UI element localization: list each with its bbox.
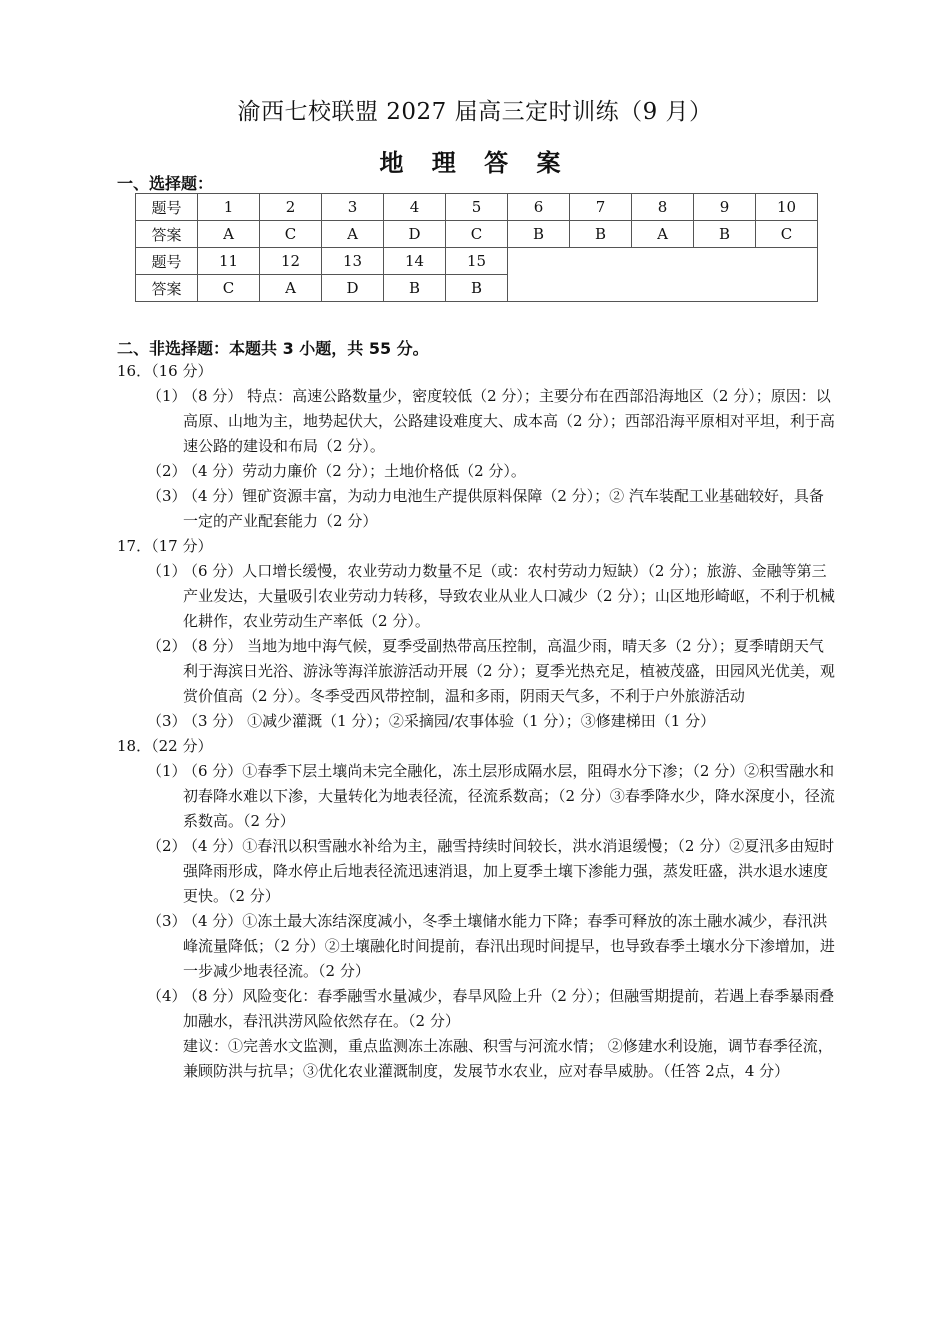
- part-text: （6 分）①春季下层土壤尚未完全融化，冻土层形成隔水层，阻碍水分下渗；（2 分）②积雪融水和初春降水难以下渗，大量转化为地表径流，径流系数高；（2 分）③春季降水少，降水深度小，径流系数高。（2 分）: [183, 762, 835, 830]
- answer-cell: B: [694, 221, 756, 248]
- question-17-part-2: [117, 634, 837, 709]
- document-title: 渝西七校联盟 2027 届高三定时训练（9 月）: [237, 99, 713, 125]
- part-text: （8 分） 当地为地中海气候，夏季受副热带高压控制，高温少雨，晴天多（2 分）；夏季晴朗天气利于海滨日光浴、游泳等海洋旅游活动开展（2 分）；夏季光热充足，植被茂盛，田园风光优美，观赏价值高（2 分）。冬季受西风带控制，温和多雨，阴雨天气多，不利于户外旅游活动: [183, 637, 835, 705]
- part-number: （3）: [147, 912, 187, 930]
- question-17-part-3: [117, 709, 837, 734]
- question-number: 11: [198, 248, 260, 275]
- question-number: 3: [322, 194, 384, 221]
- question-number: 2: [260, 194, 322, 221]
- answer-cell: A: [260, 275, 322, 302]
- answer-cell: C: [756, 221, 818, 248]
- answer-cell: C: [198, 275, 260, 302]
- row-label: 题号: [136, 248, 198, 275]
- part-number: （3）: [147, 487, 187, 505]
- part-number: （2）: [147, 462, 187, 480]
- question-number: 15: [446, 248, 508, 275]
- question-18-suggestion: 建议：①完善水文监测，重点监测冻土冻融、积雪与河流水情； ②修建水利设施，调节春季径流，兼顾防洪与抗旱；③优化农业灌溉制度，发展节水农业，应对春旱威胁。（任答 2点，4 分）: [183, 1037, 833, 1080]
- question-18-part-1: [117, 759, 837, 834]
- question-17-header: 17．（17 分）: [117, 537, 213, 555]
- part-text: （8 分） 特点：高速公路数量少，密度较低（2 分）；主要分布在西部沿海地区（2 分）；原因：以高原、山地为主，地势起伏大，公路建设难度大、成本高（2 分）；西部沿海平原相对平坦，利于高速公路的建设和布局（2 分）。: [183, 387, 835, 455]
- table-row: [136, 221, 818, 248]
- part-text: （6 分）人口增长缓慢，农业劳动力数量不足（或：农村劳动力短缺）（2 分）；旅游、金融等第三产业发达，大量吸引农业劳动力转移，导致农业从业人口减少（2 分）；山区地形崎岖，不利于机械化耕作，农业劳动生产率低（2 分）。: [183, 562, 835, 630]
- question-18-part-4: [117, 984, 837, 1034]
- question-number: 5: [446, 194, 508, 221]
- part-text: （3 分） ①减少灌溉（1 分）；②采摘园/农事体验（1 分）；③修建梯田（1 分）: [183, 712, 716, 730]
- part-text: （4 分）锂矿资源丰富，为动力电池生产提供原料保障（2 分）；② 汽车装配工业基础较好，具备一定的产业配套能力（2 分）: [183, 487, 824, 530]
- question-number: 6: [508, 194, 570, 221]
- question-16-part-1: [117, 384, 837, 459]
- part-text: （8 分）风险变化：春季融雪水量减少，春旱风险上升（2 分）；但融雪期提前，若遇上春季暴雨叠加融水，春汛洪涝风险依然存在。（2 分）: [183, 987, 835, 1030]
- table-row: [136, 248, 818, 275]
- answer-cell: C: [260, 221, 322, 248]
- question-number: 7: [570, 194, 632, 221]
- answer-cell: B: [384, 275, 446, 302]
- row-label: 答案: [136, 221, 198, 248]
- part-number: （2）: [147, 837, 187, 855]
- section-heading-choice: 一、选择题：: [117, 174, 214, 193]
- question-number: 1: [198, 194, 260, 221]
- question-number: 12: [260, 248, 322, 275]
- empty-cell: [508, 248, 818, 302]
- answer-table: [135, 193, 818, 302]
- part-text: （4 分）①春汛以积雪融水补给为主，融雪持续时间较长，洪水消退缓慢；（2 分）②夏汛多由短时强降雨形成，降水停止后地表径流迅速消退，加上夏季土壤下渗能力强，蒸发旺盛，洪水退水速度更快。（2 分）: [183, 837, 835, 905]
- part-number: （1）: [147, 762, 187, 780]
- question-16-part-2: [117, 459, 837, 484]
- question-number: 8: [632, 194, 694, 221]
- answer-cell: A: [322, 221, 384, 248]
- question-18-header: 18．（22 分）: [117, 737, 213, 755]
- answer-cell: A: [198, 221, 260, 248]
- question-number: 9: [694, 194, 756, 221]
- answer-cell: A: [632, 221, 694, 248]
- part-text: （4 分）劳动力廉价（2 分）；土地价格低（2 分）。: [183, 462, 526, 480]
- row-label: 答案: [136, 275, 198, 302]
- section-heading-nonchoice: 二、非选择题：本题共 3 小题，共 55 分。: [117, 339, 429, 358]
- question-number: 13: [322, 248, 384, 275]
- part-number: （3）: [147, 712, 187, 730]
- question-number: 14: [384, 248, 446, 275]
- answer-cell: D: [384, 221, 446, 248]
- table-row: [136, 194, 818, 221]
- part-number: （2）: [147, 637, 187, 655]
- answer-cell: D: [322, 275, 384, 302]
- part-text: （4 分）①冻土最大冻结深度减小，冬季土壤储水能力下降；春季可释放的冻土融水减少，春汛洪峰流量降低；（2 分）②土壤融化时间提前，春汛出现时间提早，也导致春季土壤水分下渗增加，进一步减少地表径流。（2 分）: [183, 912, 835, 980]
- question-number: 4: [384, 194, 446, 221]
- question-18-part-3: [117, 909, 837, 984]
- question-17-part-1: [117, 559, 837, 634]
- document-subtitle: 地 理 答 案: [379, 149, 571, 177]
- question-16-part-3: [117, 484, 837, 534]
- row-label: 题号: [136, 194, 198, 221]
- answer-cell: B: [446, 275, 508, 302]
- question-16-header: 16．（16 分）: [117, 362, 213, 380]
- part-number: （1）: [147, 562, 187, 580]
- answer-cell: B: [570, 221, 632, 248]
- part-number: （1）: [147, 387, 187, 405]
- answer-body: [117, 359, 837, 1084]
- answer-cell: C: [446, 221, 508, 248]
- question-number: 10: [756, 194, 818, 221]
- question-18-part-2: [117, 834, 837, 909]
- answer-cell: B: [508, 221, 570, 248]
- part-number: （4）: [147, 987, 187, 1005]
